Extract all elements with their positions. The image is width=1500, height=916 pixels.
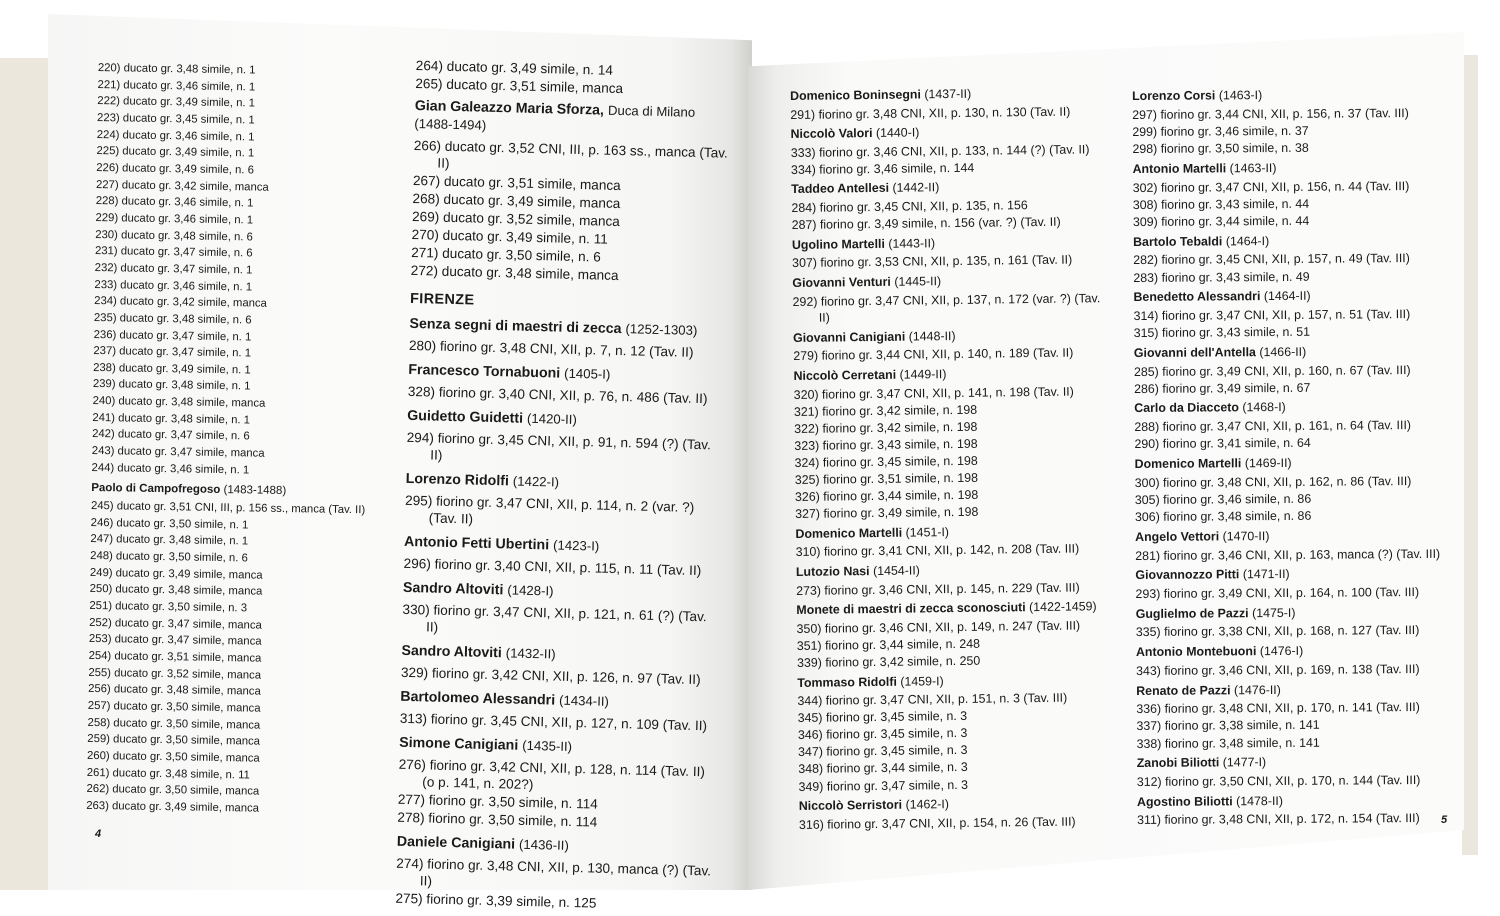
group-heading [797,671,1115,691]
group-heading-name: Niccolò Valori [790,126,873,142]
entry: 267) ducato gr. 3,51 simile, manca [412,172,621,194]
entry: 338) fiorino gr. 3,48 simile, n. 141 [1136,735,1320,751]
entry: 250) ducato gr. 3,48 simile, manca [89,583,263,598]
group-heading-dates: (1468-I) [1242,400,1286,415]
group-heading-name: Carlo da Diacceto [1134,400,1239,416]
entry: 242) ducato gr. 3,47 simile, n. 6 [92,428,250,443]
entry: 312) fiorino gr. 3,50 CNI, XII, p. 170, n. 144 (Tav. III) [1136,773,1421,789]
entry: 334) fiorino gr. 3,46 simile, n. 144 [790,160,975,177]
group-heading [796,560,1114,580]
entry: 314) fiorino gr. 3,47 CNI, XII, p. 157, n. 51 (Tav. III) [1133,307,1411,323]
entry: 237) ducato gr. 3,47 simile, n. 1 [93,345,252,360]
group-heading [1135,454,1457,473]
entry: 343) fiorino gr. 3,46 CNI, XII, p. 169, n. 138 (Tav. III) [1136,661,1420,678]
entry: 326) fiorino gr. 3,44 simile, n. 198 [794,487,979,505]
entry: 327) fiorino gr. 3,49 simile, n. 198 [795,504,979,522]
entry: 348) fiorino gr. 3,44 simile, n. 3 [798,760,968,777]
group-heading-name: Sandro Altoviti [401,642,503,662]
entry: 316) fiorino gr. 3,47 CNI, XII, p. 154, n. 26 (Tav. III) [798,814,1076,832]
group-heading-name: Niccolò Cerretani [793,367,897,383]
group-heading-dates: (1464-I) [1225,233,1270,248]
group-heading [1133,287,1455,306]
group-heading [799,794,1117,814]
entry-list-continued [415,57,734,100]
group-heading-dates: (1445-II) [894,274,942,289]
group-heading-name: Sandro Altoviti [402,579,504,599]
group-heading-name: Niccolò Serristori [798,797,903,814]
entry: 339) fiorino gr. 3,42 simile, n. 250 [796,653,981,670]
group-heading-dates: (1477-I) [1222,755,1267,770]
group-heading-name: Ugolino Martelli [791,236,885,252]
entry: 268) ducato gr. 3,49 simile, manca [412,190,621,212]
entry: 280) fiorino gr. 3,48 CNI, XII, p. 7, n. 12 (Tav. II) [408,337,694,360]
group-heading [1135,527,1457,546]
group-heading-dates: (1405-I) [563,365,611,382]
entry: 298) fiorino gr. 3,50 simile, n. 38 [1132,140,1309,157]
group-heading-name: Simone Canigiani [399,734,519,754]
group-heading-dates: (1428-I) [507,582,554,599]
entry: 236) ducato gr. 3,47 simile, n. 1 [93,328,252,343]
group-heading [1133,231,1455,250]
group-heading-name: Senza segni di maestri di zecca [409,315,622,338]
entry: 282) fiorino gr. 3,45 CNI, XII, p. 157, n. 49 (Tav. III) [1133,251,1410,268]
group-list-firenze [395,315,727,915]
group-heading [1137,753,1459,772]
group-heading-title: Duca di Milano (1488-1494) [414,102,696,133]
entry: 351) fiorino gr. 3,44 simile, n. 248 [796,636,981,653]
group-heading-name: Giovanni Canigiani [792,329,906,345]
entry: 248) ducato gr. 3,50 simile, n. 6 [90,549,248,565]
entry: 295) fiorino gr. 3,47 CNI, XII, p. 114, n. 2 (var. ?) (Tav. II) [404,492,695,527]
group-heading-dates: (1437-II) [924,86,972,102]
entry: 350) fiorino gr. 3,46 CNI, XII, p. 149, n. 247 (Tav. III) [796,618,1081,636]
entry: 228) ducato gr. 3,46 simile, n. 1 [95,195,254,210]
group-heading [407,407,725,433]
group-heading-dates: (1464-II) [1263,288,1311,304]
entry: 225) ducato gr. 3,49 simile, n. 1 [96,145,255,160]
group-heading-dates: (1476-II) [1233,682,1281,697]
group-heading [397,833,715,859]
entry-list-sforza [411,137,732,287]
entry: 226) ducato gr. 3,49 simile, n. 6 [96,161,255,177]
entry: 321) fiorino gr. 3,42 simile, n. 198 [793,402,978,419]
group-heading-dates: (1436-II) [518,836,570,853]
entry: 252) ducato gr. 3,47 simile, manca [89,616,262,632]
group-heading-name: Lutozio Nasi [795,564,870,579]
group-heading-dates: (1448-II) [908,328,956,344]
entry: 263) ducato gr. 3,49 simile, manca [86,799,260,815]
entry: 347) fiorino gr. 3,45 simile, n. 3 [798,743,968,760]
entry: 336) fiorino gr. 3,48 CNI, XII, p. 170, n. 141 (Tav. III) [1136,700,1420,717]
entry: 300) fiorino gr. 3,48 CNI, XII, p. 162, n. 86 (Tav. III) [1134,473,1412,490]
group-heading-name: Bartolo Tebaldi [1133,233,1223,249]
entry: 284) fiorino gr. 3,45 CNI, XII, p. 135, n. 156 [791,198,1028,216]
group-heading [409,315,727,341]
group-heading-dates: (1443-II) [888,235,936,251]
group-heading-name: Renato de Pazzi [1136,682,1231,698]
entry: 292) fiorino gr. 3,47 CNI, XII, p. 137, n. 172 (var. ?) (Tav. II) [792,290,1101,325]
entry: 251) ducato gr. 3,50 simile, n. 3 [89,599,248,615]
entry: 233) ducato gr. 3,46 simile, n. 1 [94,278,253,293]
group-heading-name: Taddeo Antellesi [791,181,890,197]
group-heading [414,97,733,141]
entry: 335) fiorino gr. 3,38 CNI, XII, p. 168, n. 127 (Tav. III) [1135,623,1420,640]
entry: 328) fiorino gr. 3,40 CNI, XII, p. 76, n. 486 (Tav. II) [407,383,708,407]
entry: 322) fiorino gr. 3,42 simile, n. 198 [794,419,978,436]
entry: 243) ducato gr. 3,47 simile, manca [91,445,265,460]
entry: 311) fiorino gr. 3,48 CNI, XII, p. 172, n. 154 (Tav. III) [1137,811,1420,828]
entry: 240) ducato gr. 3,48 simile, manca [92,395,266,410]
group-heading-dates: (1471-II) [1242,567,1290,582]
group-heading-dates: (1422-I) [512,473,560,490]
entry: 329) fiorino gr. 3,42 CNI, XII, p. 126, n. 97 (Tav. II) [400,664,701,688]
entry: 345) fiorino gr. 3,45 simile, n. 3 [797,709,968,726]
group-heading-name: Lorenzo Ridolfi [405,470,510,490]
group-heading [399,734,717,760]
entry: 291) fiorino gr. 3,48 CNI, XII, p. 130, n. 130 (Tav. II) [790,104,1071,122]
entry: 241) ducato gr. 3,48 simile, n. 1 [92,411,251,427]
entry: 227) ducato gr. 3,42 simile, manca [95,178,269,194]
group-heading-name: Guidetto Guidetti [407,407,524,427]
group-heading-dates: (1252-1303) [625,321,698,338]
page-number-right: 5 [1441,814,1448,826]
group-heading-name: Angelo Vettori [1135,529,1220,544]
entry: 333) fiorino gr. 3,46 CNI, XII, p. 133, n. 144 (?) (Tav. II) [790,142,1090,160]
group-heading [1136,603,1458,622]
entry: 323) fiorino gr. 3,43 simile, n. 198 [794,436,978,453]
group-heading-name: Giovannozzo Pitti [1135,567,1240,583]
entry: 325) fiorino gr. 3,51 simile, n. 198 [794,470,979,487]
entry: 262) ducato gr. 3,50 simile, manca [86,783,260,798]
entry: 273) fiorino gr. 3,46 CNI, XII, p. 145, n. 229 (Tav. III) [796,580,1080,598]
group-heading-name: Domenico Boninsegni [790,87,921,103]
entry: 313) fiorino gr. 3,45 CNI, XII, p. 127, n. 109 (Tav. II) [399,710,708,734]
entry: 283) fiorino gr. 3,43 simile, n. 49 [1133,269,1310,285]
group-heading [1133,159,1455,178]
group-heading [792,233,1110,253]
entry: 299) fiorino gr. 3,46 simile, n. 37 [1132,123,1309,139]
group-heading [1134,343,1456,362]
group-heading-dates: (1466-II) [1259,344,1307,359]
group-heading-name: Monete di maestri di zecca sconosciuti [796,600,1026,618]
entry: 337) fiorino gr. 3,38 simile, n. 141 [1136,718,1320,734]
entry: 285) fiorino gr. 3,49 CNI, XII, p. 160, n. 67 (Tav. III) [1133,362,1411,379]
group-heading-dates: (1463-I) [1218,88,1263,103]
entry: 278) fiorino gr. 3,50 simile, n. 114 [397,809,598,830]
page-number-left: 4 [95,828,102,840]
group-heading-name: Gian Galeazzo Maria Sforza, [414,97,605,119]
group-heading [1136,680,1458,699]
group-heading-name: Lorenzo Corsi [1132,88,1216,103]
entry: 315) fiorino gr. 3,43 simile, n. 51 [1133,324,1311,341]
entry: 274) fiorino gr. 3,48 CNI, XII, p. 130, manca (?) (Tav. II) [396,855,712,889]
group-heading [796,598,1114,618]
group-heading-dates: (1463-II) [1229,160,1277,176]
group-heading-dates: (1475-I) [1251,605,1296,620]
group-heading-dates: (1459-I) [900,673,944,689]
entry: 271) ducato gr. 3,50 simile, n. 6 [411,244,602,265]
group-heading-name: Daniele Canigiani [396,833,516,853]
group-heading [400,688,718,714]
group-heading-dates: (1432-II) [505,645,556,662]
group-heading-dates: (1476-I) [1259,643,1304,659]
group-heading-name: Paolo di Campofregoso [91,482,221,497]
group-heading-name: Agostino Biliotti [1136,794,1233,809]
group-heading-dates: (1462-I) [905,797,949,812]
entry: 275) fiorino gr. 3,39 simile, n. 125 [395,890,597,911]
entry: 296) fiorino gr. 3,40 CNI, XII, p. 115, n. 11 (Tav. II) [403,555,702,579]
entry: 254) ducato gr. 3,51 simile, manca [88,649,262,665]
entry: 270) ducato gr. 3,49 simile, n. 11 [411,226,609,247]
entry: 229) ducato gr. 3,46 simile, n. 1 [95,211,254,227]
group-heading [1137,791,1459,810]
entry: 297) fiorino gr. 3,44 CNI, XII, p. 156, n. 37 (Tav. III) [1132,105,1409,122]
group-heading [404,533,722,559]
entry: 260) ducato gr. 3,50 simile, manca [86,749,260,765]
group-heading-name: Antonio Montebuoni [1135,644,1257,660]
entry: 258) ducato gr. 3,50 simile, manca [87,716,261,732]
group-heading-dates: (1423-I) [552,537,600,554]
entry: 221) ducato gr. 3,46 simile, n. 1 [97,78,256,94]
entry: 290) fiorino gr. 3,41 simile, n. 64 [1134,436,1311,452]
group-heading [1135,565,1457,584]
entry: 253) ducato gr. 3,47 simile, manca [88,633,262,648]
entry: 247) ducato gr. 3,48 simile, n. 1 [90,533,249,548]
left-page-column-1 [86,60,386,819]
entry: 264) ducato gr. 3,49 simile, n. 14 [415,57,614,78]
entry: 308) fiorino gr. 3,43 simile, n. 44 [1132,196,1310,212]
group-heading [793,326,1111,346]
entry: 320) fiorino gr. 3,47 CNI, XII, p. 141, n. 198 (Tav. II) [793,384,1074,402]
group-heading [792,271,1110,291]
right-page-column-1 [790,84,1117,834]
group-heading [791,178,1109,198]
entry: 281) fiorino gr. 3,46 CNI, XII, p. 163, manca (?) (Tav. III) [1135,546,1441,563]
group-heading-name: Zanobi Biliotti [1136,755,1220,771]
group-heading [408,361,726,387]
entry: 235) ducato gr. 3,48 simile, n. 6 [93,311,252,327]
entry: 277) fiorino gr. 3,50 simile, n. 114 [397,791,598,812]
entry: 310) fiorino gr. 3,41 CNI, XII, p. 142, n. 208 (Tav. III) [795,541,1080,560]
group-heading-dates: (1470-II) [1222,528,1270,544]
entry: 265) ducato gr. 3,51 simile, manca [415,75,624,97]
group-heading [1132,86,1454,105]
entry: 249) ducato gr. 3,49 simile, manca [89,566,263,582]
left-page-column-2 [395,57,734,916]
entry: 272) ducato gr. 3,48 simile, manca [410,262,619,284]
group-heading-name: Domenico Martelli [795,525,903,541]
entry: 259) ducato gr. 3,50 simile, manca [87,733,261,748]
group-heading-dates: (1420-II) [526,410,578,428]
entry: 238) ducato gr. 3,49 simile, n. 1 [93,361,251,377]
entry: 293) fiorino gr. 3,49 CNI, XII, p. 164, n. 100 (Tav. III) [1135,584,1420,601]
entry-list-campofregoso [86,498,379,819]
group-heading [405,470,723,496]
entry: 222) ducato gr. 3,49 simile, n. 1 [97,95,256,110]
entry: 239) ducato gr. 3,48 simile, n. 1 [92,378,251,393]
group-heading-dates: (1449-II) [899,367,947,382]
entry: 234) ducato gr. 3,42 simile, manca [94,295,267,310]
group-heading-dates: (1469-II) [1244,455,1292,471]
entry: 269) ducato gr. 3,52 simile, manca [411,208,621,230]
group-heading-name: Antonio Fetti Ubertini [403,533,550,554]
group-heading-name: Francesco Tornabuoni [408,361,561,382]
entry: 294) fiorino gr. 3,45 CNI, XII, p. 91, n. 594 (?) (Tav. II) [406,429,712,463]
group-heading-name: Giovanni Venturi [792,274,891,290]
entry: 287) fiorino gr. 3,49 simile, n. 156 (var. ?) (Tav. II) [791,214,1061,233]
group-heading [1136,642,1458,661]
entry-list-genova [91,60,386,481]
group-heading-dates: (1483-1488) [223,484,287,498]
group-heading [401,642,719,668]
entry: 230) ducato gr. 3,48 simile, n. 6 [95,228,253,244]
group-heading-dates: (1442-II) [892,180,940,196]
entry: 307) fiorino gr. 3,53 CNI, XII, p. 135, n. 161 (Tav. II) [792,252,1073,271]
entry: 255) ducato gr. 3,52 simile, manca [88,666,262,682]
group-heading [790,84,1108,104]
entry: 306) fiorino gr. 3,48 simile, n. 86 [1134,508,1312,525]
entry: 309) fiorino gr. 3,44 simile, n. 44 [1132,213,1310,229]
entry: 276) fiorino gr. 3,42 CNI, XII, p. 128, n. 114 (Tav. II) (o p. 141, n. 202?) [398,756,706,793]
entry: 305) fiorino gr. 3,46 simile, n. 86 [1134,491,1312,507]
group-heading-name: Domenico Martelli [1134,456,1242,472]
entry: 288) fiorino gr. 3,47 CNI, XII, p. 161, n. 64 (Tav. III) [1134,418,1412,435]
group-heading-dates: (1454-II) [872,563,920,578]
entry: 246) ducato gr. 3,50 simile, n. 1 [90,516,249,532]
group-heading-dates: (1478-II) [1236,793,1283,809]
group-heading-name: Bartolomeo Alessandri [400,688,556,709]
group-heading [790,122,1108,142]
entry: 231) ducato gr. 3,47 simile, n. 6 [94,245,253,260]
group-heading-dates: (1440-I) [875,125,920,141]
group-heading-dates: (1434-II) [558,692,610,709]
entry: 245) ducato gr. 3,51 CNI, III, p. 156 ss., manca (Tav. II) [90,500,366,517]
entry: 220) ducato gr. 3,48 simile, n. 1 [97,61,256,77]
entry: 302) fiorino gr. 3,47 CNI, XII, p. 156, n. 44 (Tav. III) [1132,178,1410,195]
entry: 256) ducato gr. 3,48 simile, manca [88,683,261,698]
group-heading-dates: (1422-1459) [1029,599,1097,615]
right-page-column-2 [1132,86,1459,830]
group-heading-name: Tommaso Ridolfi [797,674,897,690]
group-heading-dates: (1435-II) [522,737,573,755]
entry: 330) fiorino gr. 3,47 CNI, XII, p. 121, n. 61 (?) (Tav. II) [402,601,707,635]
entry: 223) ducato gr. 3,45 simile, n. 1 [96,111,255,127]
group-heading-name: Benedetto Alessandri [1133,289,1261,305]
group-heading-name: Guglielmo de Pazzi [1135,605,1249,621]
entry: 279) fiorino gr. 3,44 CNI, XII, p. 140, n. 189 (Tav. II) [793,345,1074,364]
entry: 349) fiorino gr. 3,47 simile, n. 3 [798,777,969,794]
entry: 324) fiorino gr. 3,45 simile, n. 198 [794,453,978,470]
entry: 244) ducato gr. 3,46 simile, n. 1 [91,461,250,477]
book-cover-edge-right [1462,55,1478,855]
entry: 266) ducato gr. 3,52 CNI, III, p. 163 ss., manca (Tav. II) [413,137,729,171]
section-title: FIRENZE [409,290,475,309]
group-heading [795,522,1113,542]
entry: 232) ducato gr. 3,47 simile, n. 1 [94,261,253,277]
group-heading-dates: (1451-I) [905,524,950,540]
entry: 224) ducato gr. 3,46 simile, n. 1 [96,128,255,144]
entry: 346) fiorino gr. 3,45 simile, n. 3 [797,726,968,743]
group-heading [1134,398,1456,417]
group-heading [403,579,721,605]
group-heading-name: Antonio Martelli [1132,161,1227,176]
entry: 261) ducato gr. 3,48 simile, n. 11 [86,766,250,782]
group-heading-name: Giovanni dell'Antella [1133,344,1256,360]
group-heading [793,364,1111,384]
entry: 286) fiorino gr. 3,49 simile, n. 67 [1134,380,1311,396]
entry: 344) fiorino gr. 3,47 CNI, XII, p. 151, n. 3 (Tav. III) [797,690,1068,709]
entry: 257) ducato gr. 3,50 simile, manca [87,699,261,715]
